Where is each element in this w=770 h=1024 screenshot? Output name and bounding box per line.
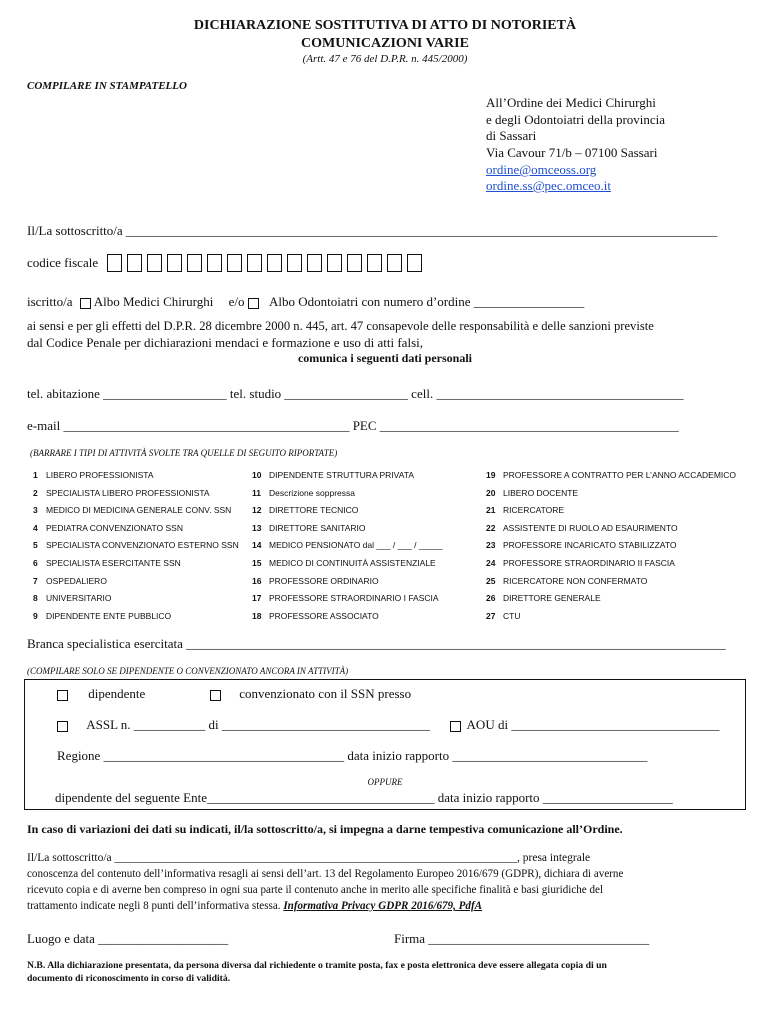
privacy-line2: conoscenza del contenuto dell’informativa resagli ai sensi dell’art. 13 del Regolamento Europeo 2016/679 (GDPR), dichiara di averne (27, 868, 624, 880)
activity-label: DIPENDENTE ENTE PUBBLICO (46, 610, 172, 621)
activity-number: 27 (486, 610, 496, 621)
document-subtitle: (Artt. 47 e 76 del D.P.R. n. 445/2000) (302, 53, 468, 65)
activity-item[interactable] (252, 611, 379, 621)
activity-label: LIBERO PROFESSIONISTA (46, 470, 154, 480)
addressee-line4: Via Cavour 71/b – 07100 Sassari (486, 145, 658, 160)
activity-label: DIPENDENTE STRUTTURA PRIVATA (269, 470, 414, 480)
activity-number: 23 (486, 540, 496, 551)
codice-fiscale-box[interactable] (347, 254, 362, 272)
activity-number: 20 (486, 487, 496, 498)
aou-field[interactable]: AOU di ________________________________ (466, 717, 720, 732)
privacy-informativa-link[interactable]: Informativa Privacy GDPR 2016/679, PdfA (283, 900, 483, 912)
activity-item[interactable] (486, 523, 678, 533)
dipendente-option (57, 686, 145, 702)
activity-label: SPECIALISTA CONVENZIONATO ESTERNO SSN (46, 540, 239, 551)
activity-label: MEDICO DI CONTINUITÀ ASSISTENZIALE (269, 558, 436, 568)
activity-label: PROFESSORE STRAORDINARIO II FASCIA (503, 558, 675, 568)
telephone-fields[interactable]: tel. abitazione ___________________ tel. studio ___________________ cell. ______________________________________ (27, 386, 684, 401)
activity-label: MEDICO DI MEDICINA GENERALE CONV. SSN (46, 505, 232, 516)
activity-number: 3 (33, 505, 38, 516)
activity-label: PROFESSORE ASSOCIATO (269, 610, 379, 621)
assl-checkbox[interactable] (57, 721, 68, 732)
codice-fiscale-row (27, 254, 427, 272)
activity-number: 15 (252, 558, 262, 568)
activity-label: OSPEDALIERO (46, 575, 107, 586)
activity-number: 17 (252, 593, 262, 604)
activity-item[interactable] (486, 470, 736, 480)
privacy-line3: ricevuto copia e di averne ben compreso in ogni sua parte il contenuto anche in merito alle specifiche finalità e basi giuridiche del (27, 884, 604, 896)
codice-fiscale-box[interactable] (287, 254, 302, 272)
activity-label: PROFESSORE ORDINARIO (269, 575, 379, 586)
activity-number: 25 (486, 575, 496, 586)
activity-item[interactable] (33, 540, 239, 550)
addressee-email-link[interactable]: ordine@omceoss.org (486, 162, 597, 177)
codice-fiscale-box[interactable] (367, 254, 382, 272)
privacy-line1[interactable]: Il/La sottoscritto/a ______________________________________________________________________, presa integrale (27, 852, 591, 864)
branca-field[interactable]: Branca specialistica esercitata ___________________________________________________________________________________ (27, 636, 726, 651)
activity-item[interactable] (252, 558, 436, 568)
codice-fiscale-label: codice fiscale (27, 255, 99, 271)
email-pec-fields[interactable]: e-mail ____________________________________________ PEC ______________________________________________ (27, 418, 679, 433)
activity-label: DIRETTORE GENERALE (503, 593, 601, 604)
codice-fiscale-box[interactable] (147, 254, 162, 272)
activity-label: PROFESSORE A CONTRATTO PER L’ANNO ACCADEMICO (503, 470, 737, 480)
oppure-label: OPPURE (367, 777, 403, 787)
activity-number: 13 (252, 522, 262, 533)
activity-number: 9 (33, 610, 38, 621)
activity-number: 4 (33, 522, 38, 533)
codice-fiscale-box[interactable] (407, 254, 422, 272)
activity-label: DIRETTORE TECNICO (269, 505, 359, 516)
activity-item[interactable] (252, 488, 355, 498)
aou-checkbox[interactable] (450, 721, 461, 732)
convenzionato-option (210, 686, 411, 702)
nb-line2: documento di riconoscimento in corso di validità. (27, 973, 231, 984)
instruction-stampatello: COMPILARE IN STAMPATELLO (27, 80, 187, 92)
variazioni-notice: In caso di variazioni dei dati su indicati, il/la sottoscritto/a, si impegna a darne tempestiva comunicazione all’Ordine. (27, 822, 623, 836)
activity-item[interactable] (486, 558, 675, 568)
activity-item[interactable] (33, 523, 183, 533)
activity-label: Descrizione soppressa (269, 487, 355, 498)
sottoscritto-field[interactable]: Il/La sottoscritto/a ___________________________________________________________________________________________ (27, 223, 718, 238)
activity-label: LIBERO DOCENTE (503, 487, 579, 498)
activity-label: MEDICO PENSIONATO dal ___ / ___ / _____ (269, 540, 443, 551)
activity-number: 10 (252, 470, 262, 480)
activity-number: 19 (486, 470, 496, 480)
convenzionato-checkbox[interactable] (210, 690, 221, 701)
activity-item[interactable] (486, 593, 601, 603)
activity-item[interactable] (252, 593, 439, 603)
activity-number: 24 (486, 558, 496, 568)
activity-label: PROFESSORE STRAORDINARIO I FASCIA (269, 593, 439, 604)
ente-row[interactable]: dipendente del seguente Ente___________________________________ data inizio rapporto ____________________ (55, 790, 673, 805)
luogo-data-field[interactable]: Luogo e data ____________________ (27, 931, 229, 946)
activity-number: 7 (33, 575, 38, 586)
activity-label: RICERCATORE (503, 505, 565, 516)
activity-number: 12 (252, 505, 262, 516)
activity-label: CTU (503, 610, 521, 621)
codice-fiscale-box[interactable] (207, 254, 222, 272)
activity-number: 18 (252, 610, 262, 621)
activity-number: 16 (252, 575, 262, 586)
activity-number: 21 (486, 505, 496, 516)
activity-item[interactable] (33, 611, 171, 621)
privacy-line4 (27, 900, 482, 912)
codice-fiscale-box[interactable] (107, 254, 122, 272)
activity-item[interactable] (252, 540, 443, 550)
convenzionato-label: convenzionato con il SSN presso (239, 686, 412, 701)
codice-fiscale-box[interactable] (247, 254, 262, 272)
activity-item[interactable] (33, 558, 181, 568)
activity-number: 22 (486, 522, 496, 533)
activity-item[interactable] (252, 505, 358, 515)
activity-label: UNIVERSITARIO (46, 593, 112, 604)
document-title-line2: COMUNICAZIONI VARIE (301, 36, 469, 51)
activity-item[interactable] (252, 523, 366, 533)
iscritto-row (27, 294, 584, 310)
codice-fiscale-box[interactable] (387, 254, 402, 272)
activity-label: PROFESSORE INCARICATO STABILIZZATO (503, 540, 677, 551)
activity-number: 26 (486, 593, 496, 604)
activity-number: 6 (33, 558, 38, 568)
aou-row (450, 717, 719, 733)
codice-fiscale-box[interactable] (327, 254, 342, 272)
activity-label: DIRETTORE SANITARIO (269, 522, 366, 533)
activity-number: 1 (33, 470, 38, 480)
activity-item[interactable] (486, 576, 647, 586)
activity-label: SPECIALISTA LIBERO PROFESSIONISTA (46, 487, 210, 498)
nb-line1: N.B. Alla dichiarazione presentata, da persona diversa dal richiedente o tramite posta, fax e posta elettronica deve essere allegata copia di un (27, 960, 607, 971)
assl-row (57, 717, 430, 733)
comunica-heading: comunica i seguenti dati personali (297, 351, 472, 365)
activity-label: ASSISTENTE DI RUOLO AD ESAURIMENTO (503, 522, 678, 533)
iscritto-prefix: iscritto/a (27, 294, 73, 309)
albo-medici-label: Albo Medici Chirurghi (93, 294, 214, 309)
addressee-line3: di Sassari (486, 128, 537, 143)
addressee-line1: All’Ordine dei Medici Chirurghi (486, 95, 656, 110)
albo-medici-checkbox[interactable] (80, 298, 91, 309)
activity-label: PEDIATRA CONVENZIONATO SSN (46, 522, 183, 533)
activity-item[interactable] (33, 470, 154, 480)
codice-fiscale-box[interactable] (307, 254, 322, 272)
albo-odontoiatri-field[interactable]: Albo Odontoiatri con numero d’ordine _________________ (269, 294, 585, 309)
activity-label: RICERCATORE NON CONFERMATO (503, 575, 648, 586)
activity-item[interactable] (486, 505, 564, 515)
assl-field[interactable]: ASSL n. ___________ di ________________________________ (86, 717, 430, 732)
dipendente-checkbox[interactable] (57, 690, 68, 701)
codice-fiscale-box[interactable] (227, 254, 242, 272)
codice-fiscale-box[interactable] (267, 254, 282, 272)
dipendente-label: dipendente (88, 686, 146, 701)
activity-number: 5 (33, 540, 38, 551)
codice-fiscale-box[interactable] (187, 254, 202, 272)
declaration-line2: dal Codice Penale per dichiarazioni mendaci e formazione e uso di atti falsi, (27, 335, 423, 350)
codice-fiscale-boxes[interactable] (107, 254, 427, 269)
activity-item[interactable] (33, 593, 112, 603)
document-title-line1: DICHIARAZIONE SOSTITUTIVA DI ATTO DI NOTORIETÀ (193, 18, 577, 33)
activity-item[interactable] (33, 576, 107, 586)
albo-odontoiatri-checkbox[interactable] (248, 298, 259, 309)
firma-field[interactable]: Firma __________________________________ (394, 931, 650, 946)
codice-fiscale-box[interactable] (167, 254, 182, 272)
addressee-pec-link[interactable]: ordine.ss@pec.omceo.it (486, 178, 611, 193)
activity-item[interactable] (486, 540, 677, 550)
codice-fiscale-box[interactable] (127, 254, 142, 272)
activity-item[interactable] (252, 470, 414, 480)
activity-instruction: (BARRARE I TIPI DI ATTIVITÀ SVOLTE TRA QUELLE DI SEGUITO RIPORTATE) (30, 448, 338, 458)
declaration-line1: ai sensi e per gli effetti del D.P.R. 28 dicembre 2000 n. 445, art. 47 consapevole delle responsabilità e delle sanzioni previste (27, 319, 654, 333)
activity-number: 2 (33, 487, 38, 498)
eo-label: e/o (228, 294, 245, 309)
activity-item[interactable] (252, 576, 379, 586)
activity-item[interactable] (33, 488, 210, 498)
regione-row[interactable]: Regione _____________________________________ data inizio rapporto ______________________________ (57, 748, 648, 763)
activity-label: SPECIALISTA ESERCITANTE SSN (46, 558, 181, 568)
activity-item[interactable] (33, 505, 231, 515)
addressee-line2: e degli Odontoiatri della provincia (486, 112, 666, 127)
dipendente-instruction: (COMPILARE SOLO SE DIPENDENTE O CONVENZIONATO ANCORA IN ATTIVITÀ) (27, 666, 349, 676)
activity-number: 8 (33, 593, 38, 604)
privacy-line4-text: trattamento indicate negli 8 punti dell’informativa stessa. (27, 900, 281, 912)
activity-item[interactable] (486, 488, 578, 498)
activity-number: 14 (252, 540, 262, 551)
activity-item[interactable] (486, 611, 520, 621)
activity-number: 11 (252, 487, 261, 498)
